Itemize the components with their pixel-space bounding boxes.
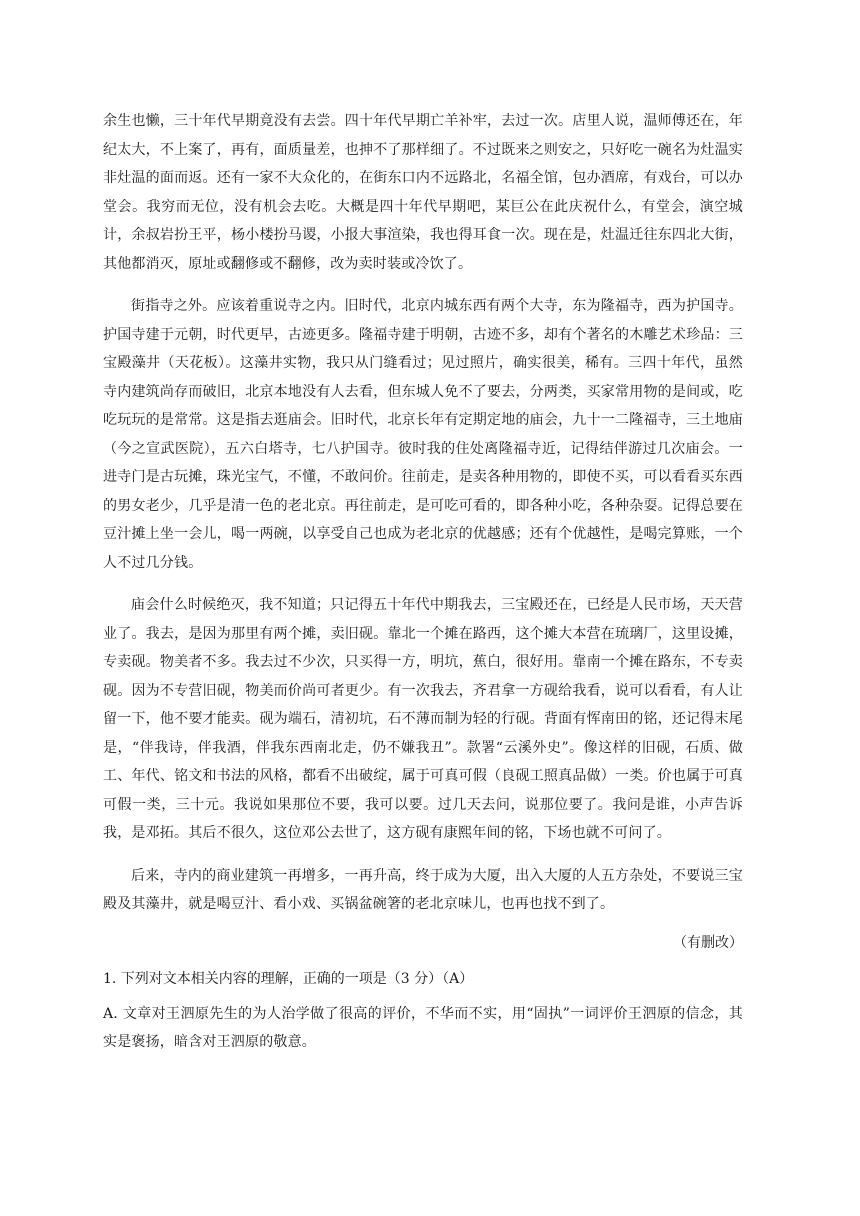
paragraph-2: 街指寺之外。应该着重说寺之内。旧时代，北京内城东西有两个大寺，东为隆福寺，西为护国寺。护国寺建于元朝，时代更早，古迹更多。隆福寺建于明朝，古迹不多，却有个著名的木雕艺术珍品：三宝殿藻井（天花板）。这藻井实物，我只从门缝看过；见过照片，确实很美，稀有。三四十年代，虽然寺内建筑尚存而破旧，北京本地没有人去看，但东城人免不了要去，分两类，买家常用物的是间或，吃吃玩玩的是常常。这是指去逛庙会。旧时代，北京长年有定期定地的庙会，九十一二隆福寺，三土地庙（今之宣武医院），五六白塔寺，七八护国寺。彼时我的住处离隆福寺近，记得结伴游过几次庙会。一进寺门是古玩摊，珠光宝气，不懂，不敢问价。往前走，是卖各种用物的，即使不买，可以看看买东西的男女老少，几乎是清一色的老北京。再往前走，是可吃可看的，即各种小吃，各种杂耍。记得总要在豆汁摊上坐一会儿，喝一两碗，以享受自己也成为老北京的优越感；还有个优越性，是喝完算账，一个人不过几分钱。 — [103, 298, 743, 571]
question-1-option-a: A. 文章对王泗原先生的为人治学做了很高的评价，不华而不实，用“固执”一词评价王泗原的信念，其实是褒扬，暗含对王泗原的敬意。 — [103, 1005, 743, 1050]
paragraph-1: 余生也懒，三十年代早期竟没有去尝。四十年代早期亡羊补牢，去过一次。店里人说，温师傅还在，年纪太大，不上案了，再有，面质量差，也抻不了那样细了。不过既来之则安之，只好吃一碗名为灶温实非灶温的面而返。还有一家不大众化的，在街东口内不远路北，名福全馆，包办酒席，有戏台，可以办堂会。我穷而无位，没有机会去吃。大概是四十年代早期吧，某巨公在此庆祝什么，有堂会，演空城计，余叔岩扮王平，杨小楼扮马谡，小报大事渲染，我也得耳食一次。现在是，灶温迁往东四北大街，其他都消灭，原址或翻修或不翻修，改为卖时装或冷饮了。 — [103, 113, 743, 272]
paragraph-4: 后来，寺内的商业建筑一再增多，一再升高，终于成为大厦，出入大厦的人五方杂处，不要说三宝殿及其藻井，就是喝豆汁、看小戏、买锅盆碗箸的老北京味儿，也再也找不到了。 — [103, 867, 743, 912]
source-note: （有删改） — [673, 934, 743, 951]
question-1-stem: 1. 下列对文本相关内容的理解，正确的一项是（3 分）（A） — [103, 971, 474, 987]
article-body — [103, 107, 743, 1057]
paragraph-3: 庙会什么时候绝灭，我不知道；只记得五十年代中期我去，三宝殿还在，已经是人民市场，天天营业了。我去，是因为那里有两个摊，卖旧砚。靠北一个摊在路西，这个摊大本营在琉璃厂，这里设摊，专卖砚。物美者不多。我去过不少次，只买得一方，明坑，蕉白，很好用。靠南一个摊在路东，不专卖砚。因为不专营旧砚，物美而价尚可者更少。有一次我去，齐君拿一方砚给我看，说可以看看，有人让留一下，他不要才能卖。砚为端石，清初坑，石不薄而制为轻的行砚。背面有恽南田的铭，还记得末尾是，“伴我诗，伴我酒，伴我东西南北走，仍不嫌我丑”。款署“云溪外史”。像这样的旧砚，石质、做工、年代、铭文和书法的风格，都看不出破绽，属于可真可假（良砚工照真品做）一类。价也属于可真可假一类，三十元。我说如果那位不要，我可以要。过几天去问，说那位要了。我问是谁，小声告诉我，是邓拓。其后不很久，这位邓公去世了，这方砚有康熙年间的铭，下场也就不可问了。 — [103, 597, 743, 841]
